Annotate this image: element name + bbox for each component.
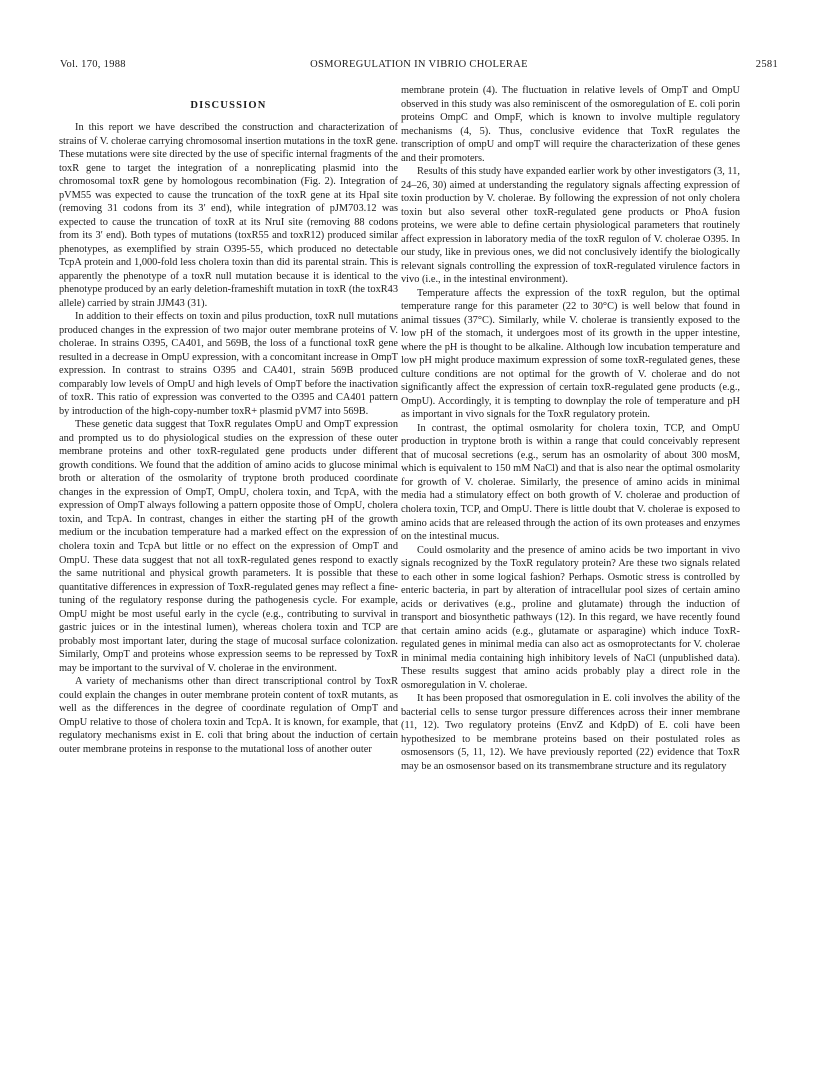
page-number: 2581	[755, 59, 778, 70]
paragraph: In addition to their effects on toxin and pilus production, toxR null mutations produced changes in the expression of two major outer membrane proteins of V. cholerae. In strains O395, CA401, and 569B, the loss of a functional toxR gene resulted in a decrease in OmpU expression, with a concomitant increase in OmpT expression. In contrast to strains O395 and CA401, strain 569B produced comparably low levels of OmpU and high levels of OmpT before the inactivation of toxR. This ratio of expression was converted to the O395 and CA401 pattern by introduction of the high-copy-number toxR+ plasmid pVM7 into 569B.	[59, 311, 398, 417]
paragraph: Could osmolarity and the presence of amino acids be two important in vivo signals recognized by the ToxR regulatory protein? Are these two signals related to each other in some logical fashion? Perhaps. Osmotic stress is controlled by enteric bacteria, in part by alteration of intracellular pool sizes of certain amino acids or derivatives (e.g., proline and glutamate) through the induction of transport and biosynthetic pathways (12). In this regard, we have recently found that certain amino acids (e.g., glutamate or asparagine) which induce ToxR-regulated genes in minimal media can also act as osmoprotectants for V. cholerae in minimal media containing high inhibitory levels of NaCl (unpublished data). These results suggest that amino acids probably play a direct role in the osmoregulation in V. cholerae.	[401, 544, 740, 691]
paragraph: It has been proposed that osmoregulation in E. coli involves the ability of the bacterial cells to sense turgor pressure differences across their inner membrane (11, 12). Two regulatory proteins (EnvZ and KdpD) of E. coli have been hypothesized to be membrane proteins based on their postulated roles as osmosensors (5, 11, 12). We have previously reported (22) evidence that ToxR may be an osmosensor based on its transmembrane structure and its regulatory	[401, 693, 740, 772]
paragraph: In contrast, the optimal osmolarity for cholera toxin, TCP, and OmpU production in tryptone broth is within a range that could conceivably represent that of mucosal secretions (e.g., serum has an osmolarity of about 300 mosM, which is equivalent to 150 mM NaCl) and that is also near the optimal osmolarity for growth of V. cholerae. Similarly, the presence of amino acids in minimal media had a stimulatory effect on both growth of V. cholerae and production of cholera toxin, TCP, and OmpU. There is little doubt that V. cholerae is exposed to amino acids that are released through the action of its own proteases and enzymes on the intestinal mucus.	[401, 422, 740, 543]
paragraph: These genetic data suggest that ToxR regulates OmpU and OmpT expression and prompted us to do physiological studies on the expression of these outer membrane proteins and other toxR-regulated gene products under different growth conditions. We found that the addition of amino acids to glucose minimal broth or alteration of the osmolarity of tryptone broth produced coordinate changes in the expression of OmpT, OmpU, cholera toxin, and TcpA, with the expression of OmpT always following a pattern opposite those of OmpU, cholera toxin, and TcpA. In contrast, changes in either the starting pH of the growth medium or the incubation temperature had a marked effect on the expression of cholera toxin and TcpA but little or no effect on the expression of OmpT and OmpU. These data suggest that not all toxR-regulated genes respond to exactly the same nutritional and physical growth parameters. It is possible that these quantitative differences in expression of ToxR-regulated genes may reflect a fine-tuning of the regulatory response during the pathogenesis cycle. For example, OmpU might be most useful early in the cycle (e.g., contributing to survival in gastric juices or in the intestinal lumen), whereas cholera toxin and TCP are probably most important later, during the stage of mucosal surface colonization. Similarly, OmpT and proteins whose expression seems to be repressed by ToxR may be important to the survival of V. cholerae in the environment.	[59, 419, 398, 674]
section-heading: DISCUSSION	[190, 100, 267, 111]
journal-volume: Vol. 170, 1988	[60, 59, 126, 70]
paragraph-continued: membrane protein (4). The fluctuation in relative levels of OmpT and OmpU observed in this study was also reminiscent of the osmoregulation of E. coli porin proteins OmpC and OmpF, which is known to involve multiple regulatory mechanisms (4, 5). Thus, conclusive evidence that ToxR regulates the transcription of ompU and ompT will require the characterization of these genes and their promoters.	[401, 85, 740, 164]
right-column	[401, 84, 740, 773]
paragraph: Results of this study have expanded earlier work by other investigators (3, 11, 24–26, 30) aimed at understanding the regulatory signals affecting expression of toxin production by V. cholerae. By following the expression of not only cholera toxin but also several other toxR-regulated gene products or PhoA fusion proteins, we were able to define certain physiological parameters that routinely affect expression in laboratory media of the toxR regulon of V. cholerae O395. In our study, like in previous ones, we did not conclusively identify the biologically relevant signals controlling the expression of toxR-regulated virulence factors in vivo (i.e., in the intestinal environment).	[401, 166, 740, 286]
paragraph: A variety of mechanisms other than direct transcriptional control by ToxR could explain the changes in outer membrane protein content of toxR mutants, as well as the differences in the degree of coordinate regulation of OmpT and OmpU relative to those of cholera toxin and TcpA. It is known, for example, that regulatory mechanisms exist in E. coli that bring about the induction of certain outer membrane proteins in response to the mutational loss of another outer	[59, 676, 398, 755]
paragraph: Temperature affects the expression of the toxR regulon, but the optimal temperature range for this parameter (22 to 30°C) is well below that found in animal tissues (37°C). Similarly, while V. cholerae is transiently exposed to the low pH of the stomach, it undergoes most of its growth in the upper intestine, where the pH is thought to be alkaline. Although low incubation temperature and low pH might produce maximum expression of some toxR-regulated genes, these culture conditions are not optimal for the growth of V. cholerae and do not significantly affect the expression of certain toxR-regulated gene products (e.g., OmpU). Accordingly, it is tempting to downplay the role of temperature and pH as important in vivo signals for the ToxR regulatory protein.	[401, 287, 740, 421]
running-header	[60, 59, 778, 73]
left-column	[59, 99, 398, 756]
paragraph: In this report we have described the construction and characterization of strains of V. cholerae carrying chromosomal insertion mutations in the toxR gene. These mutations were site directed by the use of specific internal fragments of the toxR gene to target the integration of a nonreplicating plasmid into the chromosomal toxR gene by homologous recombination (Fig. 2). Integration of pVM55 was expected to cause the truncation of the toxR gene at its HpaI site (removing 31 codons from its 3′ end), while integration of pJM703.12 was expected to cause the truncation of toxR at its NruI site (removing 88 codons from its 3′ end). Both types of mutations (toxR55 and toxR12) produced similar phenotypes, as exemplified by strain O395-55, which produced no detectable TcpA protein and 1,000-fold less cholera toxin than did its parental strain. This is apparently the phenotype of a toxR null mutation because it is identical to the phenotype produced by an early deletion-frameshift mutation in toxR (the toxR43 allele) carried by strain JJM43 (31).	[59, 122, 398, 309]
running-title: OSMOREGULATION IN VIBRIO CHOLERAE	[310, 59, 528, 70]
